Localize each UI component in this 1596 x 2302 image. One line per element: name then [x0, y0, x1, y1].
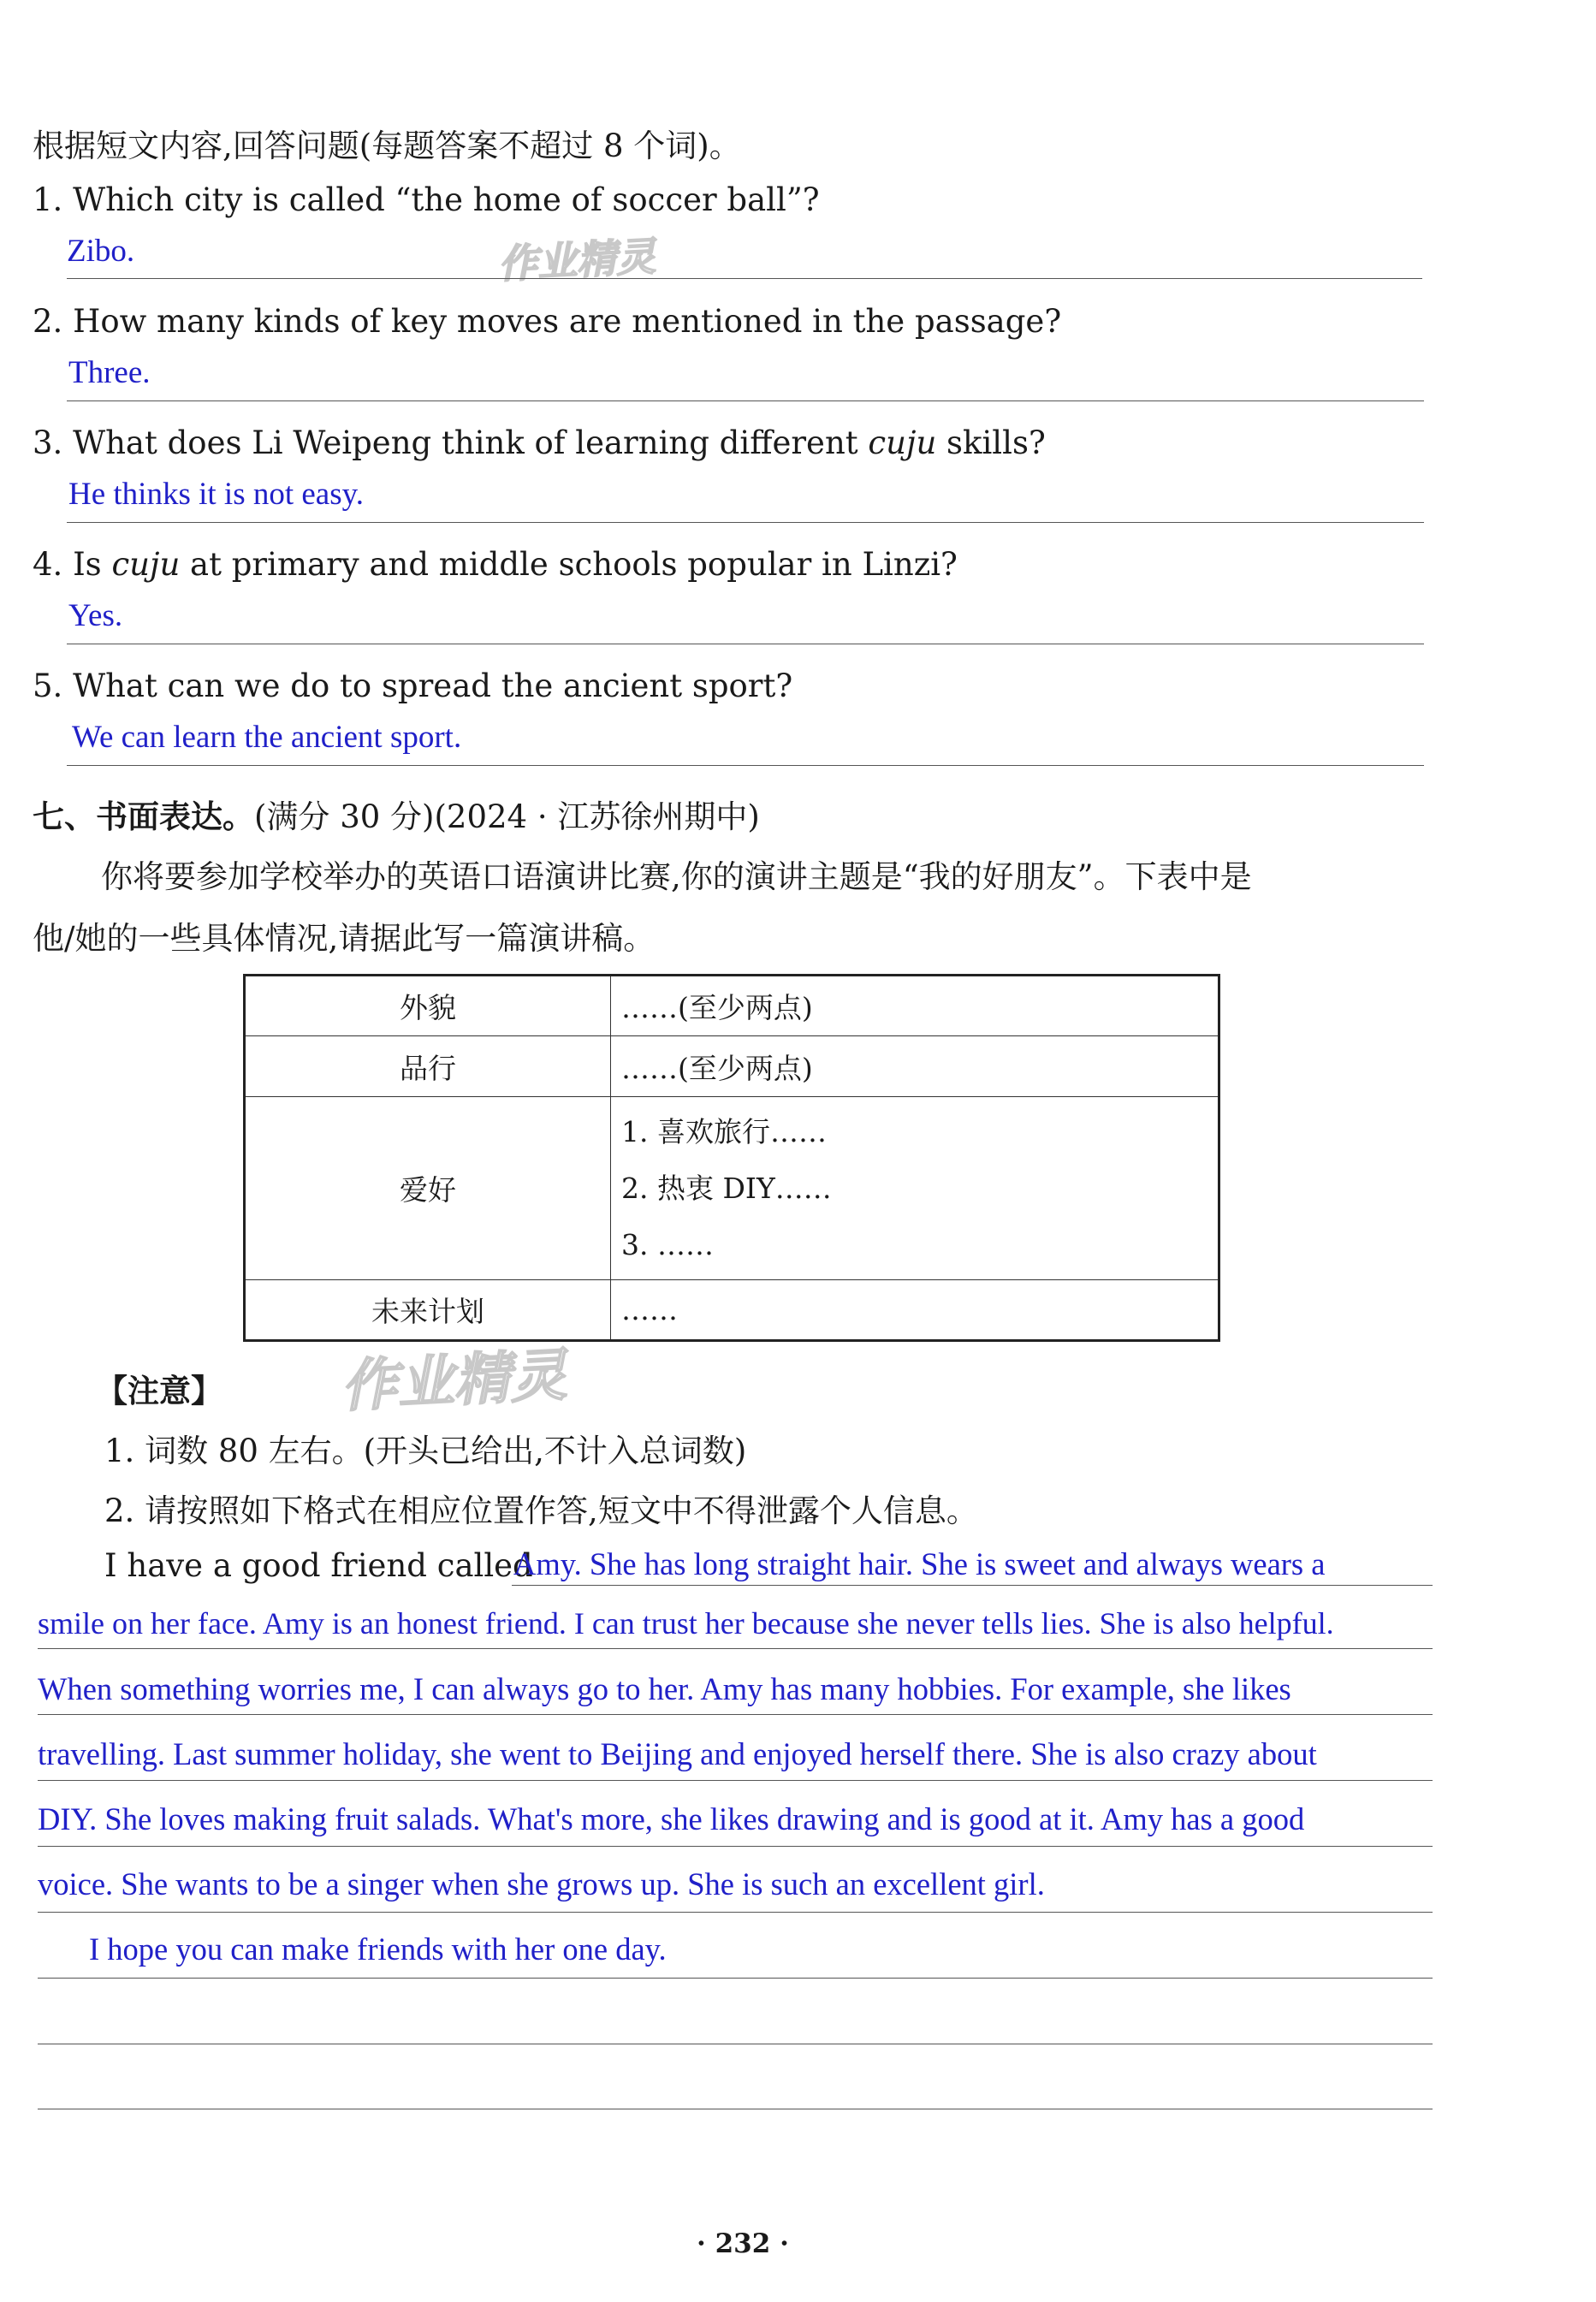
section-title: [33, 791, 760, 837]
essay-line: DIY. She loves making fruit salads. What's more, she likes drawing and is good at it. Amy has a good: [38, 1801, 1305, 1836]
essay-line: voice. She wants to be a singer when she grows up. She is such an excellent girl.: [38, 1866, 1045, 1902]
section-title-bold: 七、书面表达。: [33, 798, 254, 835]
answer-line: [67, 278, 1422, 279]
essay-line: When something worries me, I can always go to her. Amy has many hobbies. For example, she likes: [38, 1671, 1291, 1706]
table-key: 爱好: [245, 1097, 611, 1280]
answer-1: Zibo.: [67, 234, 135, 269]
writing-line: [38, 1780, 1433, 1781]
writing-line: [512, 1585, 1433, 1586]
note-item: 2. 请按照如下格式在相应位置作答,短文中不得泄露个人信息。: [104, 1492, 978, 1529]
italic-term: cuju: [868, 424, 937, 461]
table-value: [611, 1097, 1219, 1280]
table-value: ……(至少两点): [611, 976, 1219, 1036]
table-row: [245, 1280, 1219, 1341]
answer-3: He thinks it is not easy.: [68, 477, 364, 512]
answer-5: We can learn the ancient sport.: [72, 720, 462, 755]
watermark-logo: 作业精灵: [496, 233, 657, 288]
answer-line: [67, 400, 1424, 401]
hobby-item: 3. ……: [621, 1227, 714, 1261]
question-5: 5. What can we do to spread the ancient sport?: [33, 667, 793, 704]
table-key: 品行: [245, 1036, 611, 1097]
question-text: 4. Is: [33, 546, 112, 583]
instructions: 根据短文内容,回答问题(每题答案不超过 8 个词)。: [33, 128, 741, 164]
essay-line: Amy. She has long straight hair. She is sweet and always wears a: [513, 1546, 1326, 1581]
table-row: [245, 1036, 1219, 1097]
section-title-meta: (满分 30 分)(2024 · 江苏徐州期中): [254, 798, 760, 835]
hobby-item: 1. 喜欢旅行……: [621, 1114, 827, 1148]
watermark-logo: 作业精灵: [339, 1342, 569, 1420]
italic-term: cuju: [111, 546, 181, 583]
question-text: skills?: [936, 424, 1046, 461]
essay-opening: I have a good friend called: [104, 1547, 533, 1584]
answer-line: [67, 522, 1424, 523]
essay-line: smile on her face. Amy is an honest friend. I can trust her because she never tells lies. She is also helpful.: [38, 1606, 1334, 1640]
table-value: ……: [611, 1280, 1219, 1341]
writing-line: [38, 1912, 1433, 1913]
section-intro-line: 他/她的一些具体情况,请据此写一篇演讲稿。: [33, 920, 656, 957]
notes-heading: 【注意】: [96, 1373, 222, 1409]
section-intro-line: 你将要参加学校举办的英语口语演讲比赛,你的演讲主题是“我的好朋友”。下表中是: [101, 858, 1252, 895]
question-1: 1. Which city is called “the home of soccer ball”?: [33, 181, 820, 218]
question-3: [33, 424, 1046, 461]
writing-line: [38, 1978, 1433, 1979]
question-2: 2. How many kinds of key moves are mentioned in the passage?: [33, 303, 1062, 340]
writing-line: [38, 1846, 1433, 1847]
table-key: 未来计划: [245, 1280, 611, 1341]
hobby-item: 2. 热衷 DIY……: [621, 1171, 832, 1205]
answer-2: Three.: [68, 355, 151, 390]
question-text: at primary and middle schools popular in Linzi?: [180, 546, 958, 583]
page-number: · 232 ·: [697, 2228, 789, 2259]
essay-line: travelling. Last summer holiday, she went to Beijing and enjoyed herself there. She is also crazy about: [38, 1736, 1317, 1771]
answer-line: [67, 765, 1424, 766]
table-key: 外貌: [245, 976, 611, 1036]
essay-line: I hope you can make friends with her one day.: [89, 1931, 667, 1967]
note-item: 1. 词数 80 左右。(开头已给出,不计入总词数): [104, 1433, 747, 1469]
writing-line: [38, 1648, 1433, 1649]
table-row: [245, 1097, 1219, 1280]
answer-4: Yes.: [68, 598, 123, 633]
table-row: [245, 976, 1219, 1036]
question-4: [33, 546, 958, 583]
question-text: 3. What does Li Weipeng think of learning different: [33, 424, 869, 461]
table-value: ……(至少两点): [611, 1036, 1219, 1097]
info-table: [243, 974, 1220, 1342]
writing-line: [38, 1714, 1433, 1715]
